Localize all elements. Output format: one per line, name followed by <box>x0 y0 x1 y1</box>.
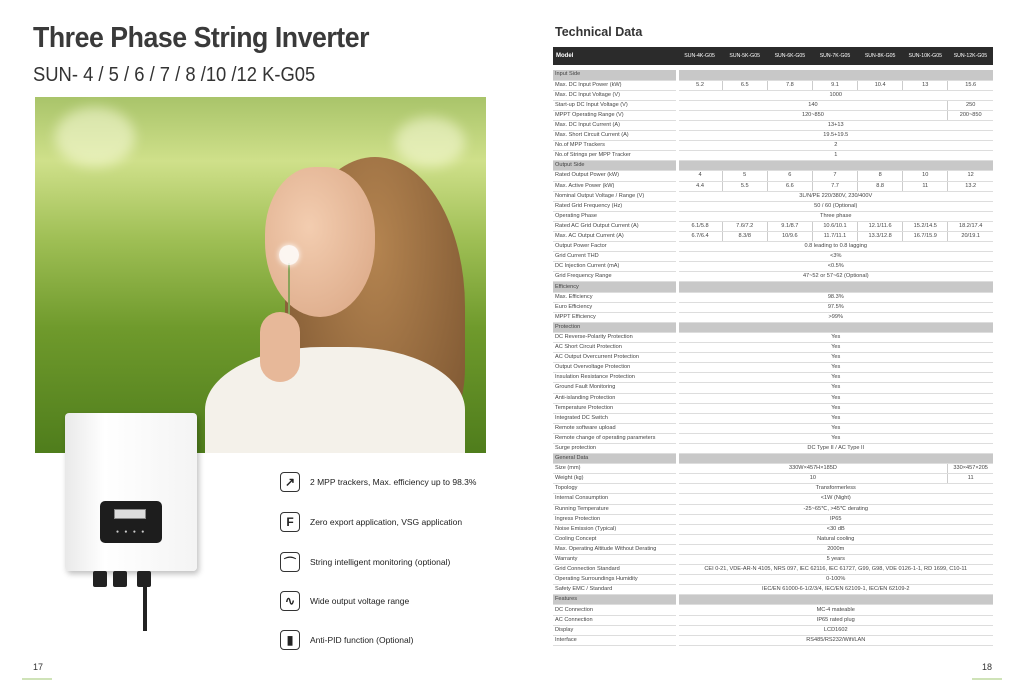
row-value: Yes <box>677 373 993 383</box>
table-row <box>553 131 993 141</box>
row-label: Grid Connection Standard <box>553 565 677 575</box>
table-row <box>553 90 993 100</box>
row-label: Noise Emission (Typical) <box>553 524 677 534</box>
row-label: AC Short Circuit Protection <box>553 343 677 353</box>
row-value: Yes <box>677 423 993 433</box>
page-divider <box>972 678 1002 680</box>
table-header-row <box>553 47 993 65</box>
table-row <box>553 201 993 211</box>
row-label: Topology <box>553 484 677 494</box>
table-row <box>553 232 993 242</box>
row-value: 10 <box>677 474 948 484</box>
table-row <box>553 494 993 504</box>
row-value: 11 <box>903 181 948 191</box>
row-value: >99% <box>677 312 993 322</box>
chart-trend-icon: ↗ <box>280 472 300 492</box>
feature-item <box>280 552 540 572</box>
row-label: Running Temperature <box>553 504 677 514</box>
table-row <box>553 555 993 565</box>
row-value: Yes <box>677 413 993 423</box>
header-model: SUN-8K-G05 <box>858 47 903 65</box>
row-label: Anti-islanding Protection <box>553 393 677 403</box>
feature-text: String intelligent monitoring (optional) <box>310 557 451 567</box>
row-value: 330W×457H×185D <box>677 464 948 474</box>
row-value: 4.4 <box>677 181 722 191</box>
table-row <box>553 151 993 161</box>
header-model: SUN-7K-G05 <box>812 47 857 65</box>
row-label: Operating Phase <box>553 211 677 221</box>
section-fill <box>677 70 993 80</box>
row-label: DC Connection <box>553 605 677 615</box>
section-title: Input Side <box>553 70 677 80</box>
row-value: 10 <box>903 171 948 181</box>
row-value: 13+13 <box>677 120 993 130</box>
table-row <box>553 353 993 363</box>
table-row <box>553 292 993 302</box>
row-label: Max. Short Circuit Current (A) <box>553 131 677 141</box>
row-value: -25~65℃, >45℃ derating <box>677 504 993 514</box>
row-value: IEC/EN 61000-6-1/2/3/4, IEC/EN 62109-1, IEC/EN 62109-2 <box>677 585 993 595</box>
table-row <box>553 373 993 383</box>
row-value: 98.3% <box>677 292 993 302</box>
page-number-left: 17 <box>33 662 44 672</box>
row-value: 7.8 <box>767 80 812 90</box>
row-label: Output Overvoltage Protection <box>553 363 677 373</box>
page-number-right: 18 <box>982 662 993 672</box>
row-label: Rated AC Grid Output Current (A) <box>553 221 677 231</box>
header-model: SUN-5K-G05 <box>722 47 767 65</box>
product-lifestyle-photo <box>35 97 486 453</box>
section-title: General Data <box>553 454 677 464</box>
row-label: Max. Active Power (kW) <box>553 181 677 191</box>
row-value: <30 dB <box>677 524 993 534</box>
row-value: Yes <box>677 403 993 413</box>
row-value: 9.1 <box>812 80 857 90</box>
row-value: 50 / 60 (Optional) <box>677 201 993 211</box>
model-range-subtitle: SUN- 4 / 5 / 6 / 7 / 8 /10 /12 K-G05 <box>33 64 316 86</box>
row-value: LCD1602 <box>677 625 993 635</box>
row-label: Operating Surroundings Humidity <box>553 575 677 585</box>
row-value: Yes <box>677 343 993 353</box>
row-label: Start-up DC Input Voltage (V) <box>553 100 677 110</box>
feature-item <box>280 472 540 492</box>
row-label: Ingress Protection <box>553 514 677 524</box>
row-label: AC Output Overcurrent Protection <box>553 353 677 363</box>
table-row <box>553 332 993 342</box>
section-header-row <box>553 161 993 171</box>
section-title: Efficiency <box>553 282 677 292</box>
table-row <box>553 413 993 423</box>
row-label: Temperature Protection <box>553 403 677 413</box>
row-label: Interface <box>553 635 677 645</box>
feature-item <box>280 512 540 532</box>
table-row <box>553 635 993 645</box>
row-label: Grid Current THD <box>553 252 677 262</box>
table-row <box>553 181 993 191</box>
row-value: 0-100% <box>677 575 993 585</box>
technical-data-table <box>553 47 993 646</box>
table-row <box>553 524 993 534</box>
row-label: Weight (kg) <box>553 474 677 484</box>
row-label: Max. AC Output Current (A) <box>553 232 677 242</box>
section-title: Features <box>553 595 677 605</box>
table-row <box>553 534 993 544</box>
table-row <box>553 211 993 221</box>
table-row <box>553 363 993 373</box>
row-label: Max. DC Input Current (A) <box>553 120 677 130</box>
row-value: Yes <box>677 353 993 363</box>
table-row <box>553 615 993 625</box>
row-value: 20/19.1 <box>948 232 993 242</box>
row-value: 120~850 <box>677 110 948 120</box>
table-row <box>553 80 993 90</box>
row-value: 8.8 <box>858 181 903 191</box>
row-label: Ground Fault Monitoring <box>553 383 677 393</box>
row-label: Surge protection <box>553 443 677 453</box>
row-value: 1 <box>677 151 993 161</box>
row-value: <0.5% <box>677 262 993 272</box>
feature-item <box>280 591 540 611</box>
row-value: 6.5 <box>722 80 767 90</box>
pid-icon: ▮ <box>280 630 300 650</box>
table-row <box>553 302 993 312</box>
row-label: AC Connection <box>553 615 677 625</box>
row-label: Integrated DC Switch <box>553 413 677 423</box>
section-fill <box>677 161 993 171</box>
table-row <box>553 403 993 413</box>
table-row <box>553 393 993 403</box>
row-label: Output Power Factor <box>553 242 677 252</box>
row-value: 3L/N/PE 220/380V, 230/400V <box>677 191 993 201</box>
row-label: Euro Efficiency <box>553 302 677 312</box>
header-model-label: Model <box>553 47 677 65</box>
row-value: 5.2 <box>677 80 722 90</box>
row-value: 16.7/15.9 <box>903 232 948 242</box>
feature-text: 2 MPP trackers, Max. efficiency up to 98.3% <box>310 477 477 487</box>
table-row <box>553 464 993 474</box>
header-model: SUN-6K-G05 <box>767 47 812 65</box>
table-row <box>553 575 993 585</box>
section-header-row <box>553 322 993 332</box>
sine-wave-icon: ∿ <box>280 591 300 611</box>
row-label: Max. Operating Altitude Without Derating <box>553 544 677 554</box>
section-header-row <box>553 595 993 605</box>
row-value: 140 <box>677 100 948 110</box>
table-row <box>553 504 993 514</box>
row-value: 12.1/11.6 <box>858 221 903 231</box>
row-label: DC Injection Current (mA) <box>553 262 677 272</box>
table-row <box>553 585 993 595</box>
table-row <box>553 191 993 201</box>
table-row <box>553 110 993 120</box>
row-value: 15.2/14.5 <box>903 221 948 231</box>
row-label: Max. Efficiency <box>553 292 677 302</box>
row-value: Yes <box>677 383 993 393</box>
table-row <box>553 312 993 322</box>
section-fill <box>677 454 993 464</box>
section-header-row <box>553 70 993 80</box>
table-row <box>553 171 993 181</box>
feature-item <box>280 630 540 650</box>
row-label: MPPT Operating Range (V) <box>553 110 677 120</box>
technical-data-title: Technical Data <box>555 25 643 39</box>
row-value: 250 <box>948 100 993 110</box>
row-value: 7.6/7.2 <box>722 221 767 231</box>
row-value: 1000 <box>677 90 993 100</box>
section-fill <box>677 595 993 605</box>
page-divider <box>22 678 52 680</box>
table-row <box>553 141 993 151</box>
row-label: Remote software upload <box>553 423 677 433</box>
table-row <box>553 221 993 231</box>
row-value: Three phase <box>677 211 993 221</box>
row-value: 8.3/8 <box>722 232 767 242</box>
row-value: 15.6 <box>948 80 993 90</box>
row-value: 97.5% <box>677 302 993 312</box>
row-value: 0.8 leading to 0.8 lagging <box>677 242 993 252</box>
row-value: 7 <box>812 171 857 181</box>
page-title: Three Phase String Inverter <box>33 22 370 54</box>
row-value: 12 <box>948 171 993 181</box>
row-value: IP65 rated plug <box>677 615 993 625</box>
section-header-row <box>553 282 993 292</box>
row-label: Display <box>553 625 677 635</box>
table-row <box>553 262 993 272</box>
row-value: Yes <box>677 363 993 373</box>
row-value: 2000m <box>677 544 993 554</box>
section-title: Protection <box>553 322 677 332</box>
row-value: 18.2/17.4 <box>948 221 993 231</box>
row-value: CEI 0-21, VDE-AR-N 4105, NRS 097, IEC 62116, IEC 61727, G99, G98, VDE 0126-1-1, RD 1699, C10-11 <box>677 565 993 575</box>
table-row <box>553 484 993 494</box>
row-label: No.of MPP Trackers <box>553 141 677 151</box>
row-label: Max. DC Input Power (kW) <box>553 80 677 90</box>
row-label: MPPT Efficiency <box>553 312 677 322</box>
table-row <box>553 423 993 433</box>
row-value: 6.6 <box>767 181 812 191</box>
row-value: 8 <box>858 171 903 181</box>
row-label: Warranty <box>553 555 677 565</box>
row-value: 200~850 <box>948 110 993 120</box>
row-label: Size (mm) <box>553 464 677 474</box>
row-value: 5 <box>722 171 767 181</box>
table-row <box>553 272 993 282</box>
table-row <box>553 343 993 353</box>
row-label: Nominal Output Voltage / Range (V) <box>553 191 677 201</box>
row-value: 10.6/10.1 <box>812 221 857 231</box>
row-label: Grid Frequency Range <box>553 272 677 282</box>
row-value: Yes <box>677 332 993 342</box>
row-value: IP65 <box>677 514 993 524</box>
row-label: DC Reverse-Polarity Protection <box>553 332 677 342</box>
row-value: <1W (Night) <box>677 494 993 504</box>
feature-text: Zero export application, VSG application <box>310 517 463 527</box>
row-value: DC Type II / AC Type II <box>677 443 993 453</box>
row-value: 6.7/6.4 <box>677 232 722 242</box>
row-value: 11.7/11.1 <box>812 232 857 242</box>
row-value: Natural cooling <box>677 534 993 544</box>
row-value: 6 <box>767 171 812 181</box>
table-row <box>553 514 993 524</box>
table-row <box>553 242 993 252</box>
curve-monitor-icon: ⌒ <box>280 552 300 572</box>
row-value: <3% <box>677 252 993 262</box>
row-value: 13 <box>903 80 948 90</box>
row-value: 6.1/5.8 <box>677 221 722 231</box>
row-value: 47~52 or 57~62 (Optional) <box>677 272 993 282</box>
row-value: 13.3/12.8 <box>858 232 903 242</box>
row-label: Safety EMC / Standard <box>553 585 677 595</box>
table-row <box>553 474 993 484</box>
table-row <box>553 625 993 635</box>
table-row <box>553 544 993 554</box>
row-value: 10/9.6 <box>767 232 812 242</box>
section-header-row <box>553 454 993 464</box>
header-model: SUN-4K-G05 <box>677 47 722 65</box>
row-value: 9.1/8.7 <box>767 221 812 231</box>
dandelion <box>279 245 299 265</box>
section-fill <box>677 322 993 332</box>
row-value: 19.5+19.5 <box>677 131 993 141</box>
table-row <box>553 120 993 130</box>
inverter-product-image <box>65 413 197 571</box>
section-fill <box>677 282 993 292</box>
row-value: 11 <box>948 474 993 484</box>
table-row <box>553 100 993 110</box>
row-value: 13.2 <box>948 181 993 191</box>
feature-text: Wide output voltage range <box>310 596 410 606</box>
letter-f-icon: F <box>280 512 300 532</box>
row-value: Transformerless <box>677 484 993 494</box>
row-label: Cooling Concept <box>553 534 677 544</box>
row-label: Max. DC Input Voltage (V) <box>553 90 677 100</box>
table-row <box>553 252 993 262</box>
table-row <box>553 605 993 615</box>
header-model: SUN-10K-G05 <box>903 47 948 65</box>
row-label: Rated Output Power (kW) <box>553 171 677 181</box>
row-value: 7.7 <box>812 181 857 191</box>
row-value: Yes <box>677 393 993 403</box>
row-value: 330×457×205 <box>948 464 993 474</box>
inverter-display-panel: ● ● ● ● <box>100 501 162 543</box>
row-value: Yes <box>677 433 993 443</box>
table-row <box>553 565 993 575</box>
table-row <box>553 383 993 393</box>
table-row <box>553 433 993 443</box>
row-value: RS485/RS232/Wifi/LAN <box>677 635 993 645</box>
row-label: No.of Strings per MPP Tracker <box>553 151 677 161</box>
row-value: 5.5 <box>722 181 767 191</box>
table-row <box>553 443 993 453</box>
row-label: Rated Grid Frequency (Hz) <box>553 201 677 211</box>
row-label: Remote change of operating parameters <box>553 433 677 443</box>
row-label: Internal Consumption <box>553 494 677 504</box>
row-value: 10.4 <box>858 80 903 90</box>
row-label: Insulation Resistance Protection <box>553 373 677 383</box>
section-title: Output Side <box>553 161 677 171</box>
row-value: 2 <box>677 141 993 151</box>
feature-text: Anti-PID function (Optional) <box>310 635 414 645</box>
row-value: 4 <box>677 171 722 181</box>
header-model: SUN-12K-G05 <box>948 47 993 65</box>
row-value: MC-4 mateable <box>677 605 993 615</box>
row-value: 5 years <box>677 555 993 565</box>
